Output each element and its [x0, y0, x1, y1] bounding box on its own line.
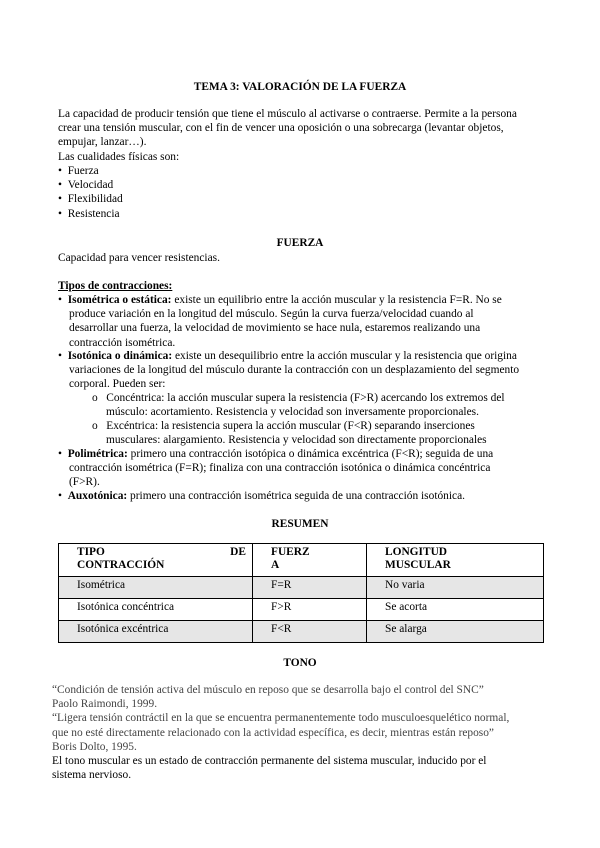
resumen-table: [58, 543, 544, 643]
bullet-icon: •: [58, 179, 62, 192]
isometrica-item: • Isométrica o estática: existe un equilibrio entre la acción muscular y la resistencia F=R. No se produce variación en la longitud del músculo. Según la curva fuerza/velocidad cuando al desarrollar una fuerza, la velocidad de movimiento se hace nula, estaremos realizando una contracción isométrica.: [58, 294, 502, 349]
table-row: Isométrica F=R No varia: [59, 577, 544, 599]
bullet-icon: •: [58, 193, 62, 206]
table-row: Isotónica concéntrica F>R Se acorta: [59, 599, 544, 621]
header-tipo: TIPO DE CONTRACCIÓN: [59, 544, 253, 577]
fuerza-heading: FUERZA: [276, 237, 324, 249]
qualities-list: [58, 164, 123, 221]
tono-definition-cont: sistema nervioso.: [52, 769, 132, 782]
quote-author: Paolo Raimondi, 1999.: [52, 698, 158, 711]
bullet-icon: •: [58, 490, 62, 502]
tono-definition: El tono muscular es un estado de contracción permanente del sistema muscular, inducido por el: [52, 755, 487, 768]
list-item: • Flexibilidad: [58, 193, 123, 206]
bullet-icon: •: [58, 294, 62, 306]
resumen-heading: RESUMEN: [271, 518, 329, 530]
table-header-row: [59, 544, 544, 577]
quote-author: Boris Dolto, 1995.: [52, 740, 137, 753]
bullet-icon: •: [58, 448, 62, 460]
quote-raimondi: “Condición de tensión activa del músculo en reposo que se desarrolla bajo el control del SNC”: [52, 684, 484, 696]
quote-dolto: “Ligera tensión contráctil en la que se encuentra permanentemente todo musculoesquelético normal,: [52, 712, 510, 725]
intro-line: Las cualidades físicas son:: [58, 150, 180, 163]
intro-line: crear una tensión muscular, con el fin de vencer una oposición o una sobrecarga (levantar objetos,: [58, 122, 504, 135]
excentrica-item: o Excéntrica: la resistencia supera la acción muscular (F<R) separando inserciones musculares: alargamiento. Resistencia y velocidad son directamente proporcionales: [92, 420, 487, 447]
list-item: • Fuerza: [58, 165, 99, 177]
polimetrica-item: • Polimétrica: primero una contracción isotópica o dinámica excéntrica (F<R); seguida de una contracción isométrica (F=R); finaliza con una contracción isotónica o dinámica concéntrica (F>R).: [58, 448, 494, 489]
intro-line: La capacidad de producir tensión que tiene el músculo al activarse o contraerse. Permite a la persona: [58, 108, 517, 120]
circle-bullet-icon: o: [92, 392, 98, 404]
circle-bullet-icon: o: [92, 420, 98, 432]
intro-line: empujar, lanzar…).: [58, 136, 147, 149]
bullet-icon: •: [58, 207, 62, 220]
table-row: Isotónica excéntrica F<R Se alarga: [59, 621, 544, 643]
tono-quotes: [52, 683, 548, 782]
bullet-icon: •: [58, 350, 62, 362]
header-longitud: LONGITUD MUSCULAR: [367, 544, 544, 577]
bullet-icon: •: [58, 165, 62, 177]
fuerza-definition: Capacidad para vencer resistencias.: [58, 252, 220, 264]
auxotonica-item: • Auxotónica: primero una contracción isométrica seguida de una contracción isotónica.: [58, 490, 465, 502]
concentrica-item: o Concéntrica: la acción muscular supera la resistencia (F>R) acercando los extremos del músculo: acortamiento. Resistencia y velocidad son inversamente proporcionales.: [92, 392, 505, 419]
page-title: TEMA 3: VALORACIÓN DE LA FUERZA: [193, 81, 407, 93]
tono-heading: TONO: [283, 657, 317, 669]
list-item: • Velocidad: [58, 179, 114, 192]
types-heading: Tipos de contracciones:: [58, 280, 173, 292]
isotonica-item: • Isotónica o dinámica: existe un desequilibrio entre la acción muscular y la resistencia que origina variaciones de la longitud del músculo durante la contracción con un desplazamiento del segmento corporal. Pueden ser:: [58, 350, 520, 391]
intro-paragraph: [58, 107, 544, 164]
header-fuerza: FUERZ A: [253, 544, 367, 577]
quote-dolto-cont: que no esté directamente relacionado con la actividad específica, es decir, mientras están reposo”: [52, 726, 494, 739]
list-item: • Resistencia: [58, 207, 120, 220]
